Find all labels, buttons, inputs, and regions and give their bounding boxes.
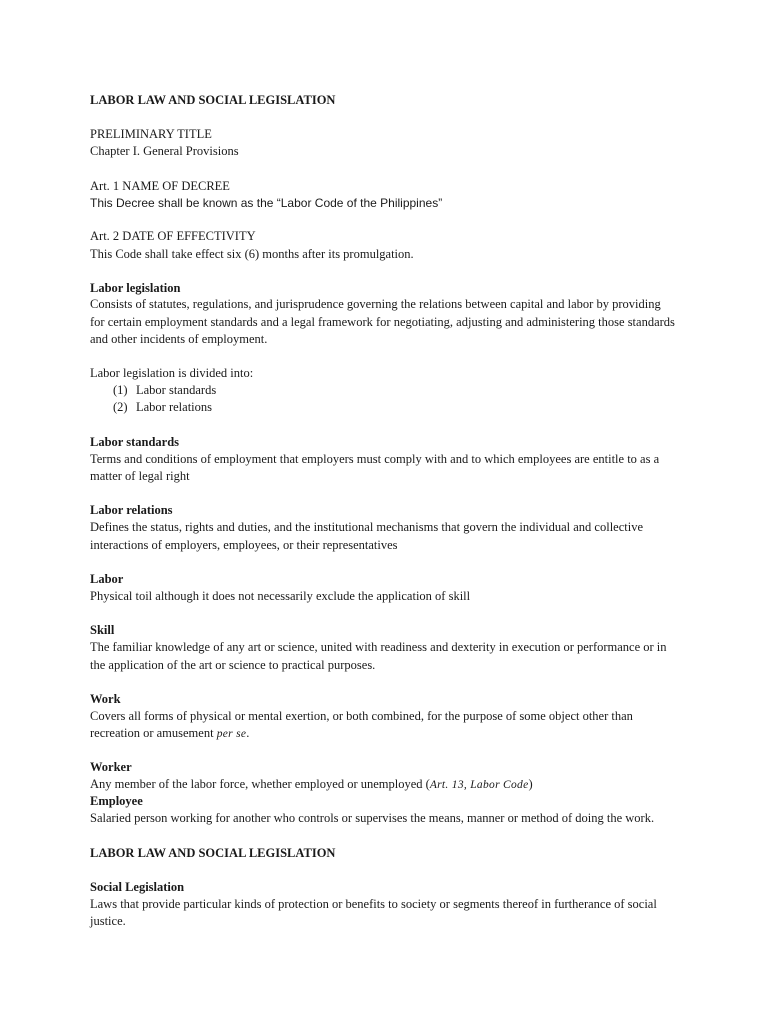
labor-text: Physical toil although it does not necessarily exclude the application of skill [90,589,471,603]
work-line-2 [90,725,249,743]
art1-text: This Decree shall be known as the “Labor Code of the Philippines” [90,196,443,210]
social-legislation-term: Social Legislation [90,880,185,894]
social-legislation-line-1: Laws that provide particular kinds of protection or benefits to society or segments thereof in furtherance of social [90,897,657,911]
labor-legislation-line-1: Consists of statutes, regulations, and jurisprudence governing the relations between capital and labor by providing [90,297,661,311]
labor-standards-term: Labor standards [90,435,180,449]
worker-term: Worker [90,760,132,774]
labor-legislation-term: Labor legislation [90,281,181,295]
list-item-number: (1) [113,383,128,397]
art2-text: This Code shall take effect six (6) months after its promulgation. [90,247,414,261]
work-term: Work [90,692,121,706]
labor-legislation-line-3: and other incidents of employment. [90,332,268,346]
list-item [113,399,212,416]
work-line-2-italic: per se [216,728,247,740]
employee-term: Employee [90,794,143,808]
skill-line-1: The familiar knowledge of any art or science, united with readiness and dexterity in execution or performance or in [90,640,667,654]
list-item-label: Labor standards [136,383,217,397]
labor-relations-line-1: Defines the status, rights and duties, and the institutional mechanisms that govern the individual and collective [90,520,644,534]
worker-text-suffix: ) [528,777,533,791]
social-legislation-line-2: justice. [90,914,126,928]
work-line-2-suffix: . [246,726,250,740]
labor-legislation-line-2: for certain employment standards and a legal framework for negotiating, adjusting and administering those standards [90,315,675,329]
labor-standards-line-1: Terms and conditions of employment that employers must comply with and to which employees are entitle to as a [90,452,660,466]
labor-term: Labor [90,572,124,586]
preliminary-title: PRELIMINARY TITLE [90,127,212,141]
work-line-2-prefix: recreation or amusement [90,726,217,740]
worker-citation: Art. 13, Labor Code [429,779,529,791]
list-item-number: (2) [113,400,128,414]
employee-text: Salaried person working for another who controls or supervises the means, manner or method of doing the work. [90,811,655,825]
chapter-heading: Chapter I. General Provisions [90,144,239,158]
labor-legislation-divided-intro: Labor legislation is divided into: [90,366,254,380]
labor-relations-line-2: interactions of employers, employees, or their representatives [90,538,398,552]
art2-heading: Art. 2 DATE OF EFFECTIVITY [90,229,256,243]
work-line-1: Covers all forms of physical or mental exertion, or both combined, for the purpose of some object other than [90,709,633,723]
art1-heading: Art. 1 NAME OF DECREE [90,179,230,193]
list-item-label: Labor relations [136,400,213,414]
list-item [113,382,216,399]
labor-relations-term: Labor relations [90,503,173,517]
skill-term: Skill [90,623,115,637]
worker-text-prefix: Any member of the labor force, whether employed or unemployed ( [90,777,430,791]
labor-standards-line-2: matter of legal right [90,469,190,483]
section-title-repeat: LABOR LAW AND SOCIAL LEGISLATION [90,846,336,860]
worker-text [90,776,533,794]
skill-line-2: the application of the art or science to practical purposes. [90,658,376,672]
document-title: LABOR LAW AND SOCIAL LEGISLATION [90,93,336,107]
